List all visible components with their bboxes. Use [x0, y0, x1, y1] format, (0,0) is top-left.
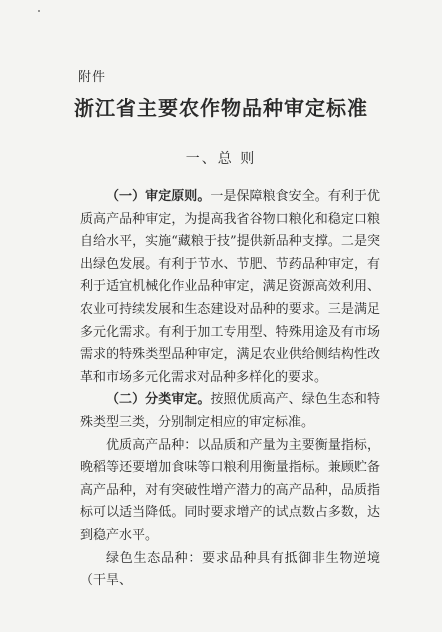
paragraph-high-yield: [80, 435, 380, 548]
paragraph-text: 按照优质高产、绿色生态和特殊类型三类，分别制定相应的审定标准。: [80, 392, 380, 430]
document-body: [80, 186, 380, 593]
attachment-label: 附件: [78, 70, 107, 85]
section-heading: 一、总 则: [185, 151, 257, 167]
paragraph-green-ecology: [80, 548, 380, 593]
paragraph-lead: （二）分类审定。: [106, 392, 211, 408]
paragraph-text: 绿色生态品种：要求品种具有抵御非生物逆境（干旱、: [80, 550, 380, 589]
paragraph-principles: [80, 186, 380, 389]
paragraph-text: 优质高产品种：以品质和产量为主要衡量指标，晚稻等还要增加食味等口粮利用衡量指标。兼顾贮备高产品种，对有突破性增产潜力的高产品种，品质指标可以适当降低。同时要求增产的试点数占多数，达到稳产水平。: [80, 437, 380, 543]
paragraph-text: 一是保障粮食安全。有利于优质高产品种审定，为提高我省谷物口粮化和稳定口粮自给水平，实施“藏粮于技”提供新品种支撑。二是突出绿色发展。有利于节水、节肥、节药品种审定，有利于适宜机械化作业品种审定，满足资源高效利用、农业可持续发展和生态建设对品种的要求。三是满足多元化需求。有利于加工专用型、特殊用途及有市场需求的特殊类型品种审定，满足农业供给侧结构性改革和市场多元化需求对品种多样化的要求。: [80, 189, 380, 385]
document-title: 浙江省主要农作物品种审定标准: [74, 96, 368, 120]
paragraph-classification: [80, 389, 380, 434]
scan-speck: [38, 10, 40, 12]
paragraph-lead: （一）审定原则。: [106, 189, 211, 204]
